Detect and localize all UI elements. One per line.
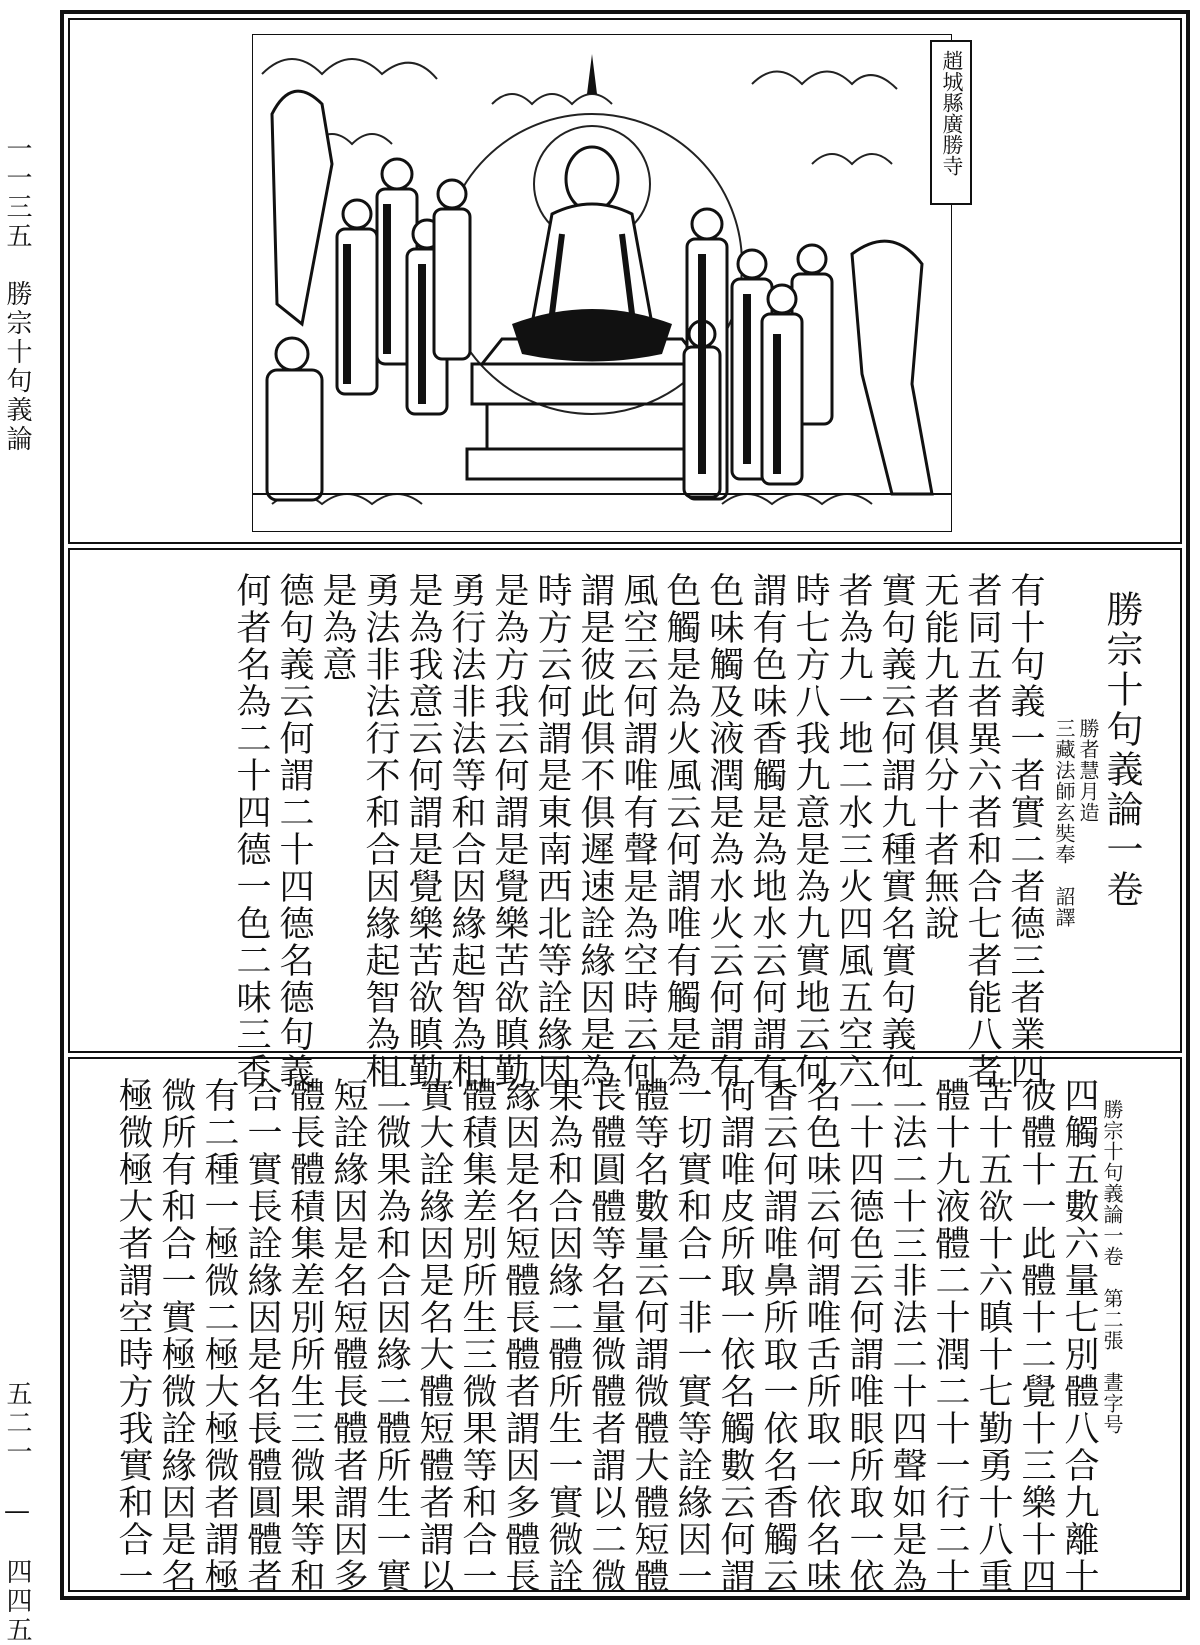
text-column-29: 一切實和合一非一實等詮緣因一 (672, 1077, 712, 1595)
illustration-panel (68, 18, 1182, 544)
text-column-42: 極微極大者謂空時方我實和合一 (113, 1077, 153, 1595)
text-column-23: 體十九液體二十潤二十一行二十 (930, 1077, 970, 1595)
text-column-25: 二十四德色云何謂唯眼所取一依 (844, 1077, 884, 1595)
margin-volume-title: 一一三五 勝宗十句義論 (2, 135, 32, 454)
text-column-24: 二法二十三非法二十四聲如是為 (887, 1077, 927, 1595)
text-column-1: 有十句義一者實二者德三者業四 (1005, 572, 1045, 1090)
text-column-26: 名色味云何謂唯舌所取一依名味 (801, 1077, 841, 1595)
text-column-8: 色味觸及液潤是為水火云何謂有 (704, 572, 744, 1090)
text-column-20: 四觸五數六量七別體八合九離十 (1059, 1077, 1099, 1595)
frontispiece-illustration (252, 34, 952, 532)
text-column-34: 體積集差別所生三微果等和合一 (457, 1077, 497, 1595)
text-column-7: 謂有色味香觸是為地水云何謂有 (747, 572, 787, 1090)
text-column-5: 者為九一地二水三火四風五空六 (833, 572, 873, 1090)
text-column-6: 時七方八我九意是為九實地云何 (790, 572, 830, 1090)
text-column-36: 二微果為和合因緣二體所生一實 (371, 1077, 411, 1595)
text-column-13: 是為方我云何謂是覺樂苦欲瞋勤 (489, 572, 529, 1090)
text-column-21: 彼體十一此體十二覺十三樂十四 (1016, 1077, 1056, 1595)
text-column-41: 微所有和合一實極微詮緣因是名 (156, 1077, 196, 1595)
text-column-27: 香云何謂唯鼻所取一依名香觸云 (758, 1077, 798, 1595)
text-column-19: 何者名為二十四德一色二味三香 (231, 572, 271, 1090)
text-column-32: 果為和合因緣二體所生一實微詮 (543, 1077, 583, 1595)
text-column-17: 是為意 (317, 572, 357, 683)
text-column-10: 風空云何謂唯有聲是為空時云何 (618, 572, 658, 1090)
temple-label-text: 趙城縣廣勝寺 (940, 50, 964, 176)
text-column-35: 實大詮緣因是名大體短體者謂以 (414, 1077, 454, 1595)
text-column-18: 德句義云何謂二十四德名德句義 (274, 572, 314, 1090)
text-panel-1 (68, 548, 1182, 1090)
text-column-38: 體長體積集差別所生三微果等和 (285, 1077, 325, 1595)
scripture-title: 勝宗十句義論一卷 (1100, 590, 1143, 910)
page-header: 勝宗十句義論一卷 第二張 晝字号 (1100, 1099, 1124, 1435)
text-column-22: 苦十五欲十六瞋十七勤勇十八重 (973, 1077, 1013, 1595)
translator-line: 三藏法師玄奘奉 詔譯 (1052, 718, 1076, 928)
text-column-14: 勇行法非法等和合因緣起智為相 (446, 572, 486, 1090)
text-column-33: 緣因是名短體長體者謂因多體長 (500, 1077, 540, 1595)
text-column-9: 色觸是為火風云何謂唯有觸是為 (661, 572, 701, 1090)
temple-label (930, 40, 972, 205)
text-column-11: 謂是彼此俱不俱遲速詮緣因是為 (575, 572, 615, 1090)
author-line: 勝者慧月造 (1076, 718, 1100, 823)
text-column-15: 是為我意云何謂是覺樂苦欲瞋勤 (403, 572, 443, 1090)
text-column-2: 者同五者異六者和合七者能八者 (962, 572, 1002, 1090)
text-column-16: 勇法非法行不和合因緣起智為相 (360, 572, 400, 1090)
text-column-3: 无能九者俱分十者無說 (919, 572, 959, 942)
text-column-40: 有二種一極微二極大極微者謂極 (199, 1077, 239, 1595)
margin-page-numbers: 五二一 — 四四五 (2, 1380, 32, 1645)
text-panel-2 (68, 1057, 1182, 1595)
text-column-37: 短詮緣因是名短體長體者謂因多 (328, 1077, 368, 1595)
text-column-30: 體等名數量云何謂微體大體短體 (629, 1077, 669, 1595)
text-column-39: 合一實長詮緣因是名長體圓體者 (242, 1077, 282, 1595)
text-column-12: 時方云何謂是東南西北等詮緣因 (532, 572, 572, 1090)
text-column-4: 實句義云何謂九種實名實句義何 (876, 572, 916, 1090)
text-column-31: 長體圓體等名量微體者謂以二微 (586, 1077, 626, 1595)
left-margin (2, 135, 38, 1645)
page-frame (60, 10, 1190, 1600)
text-column-28: 何謂唯皮所取一依名觸數云何謂 (715, 1077, 755, 1595)
